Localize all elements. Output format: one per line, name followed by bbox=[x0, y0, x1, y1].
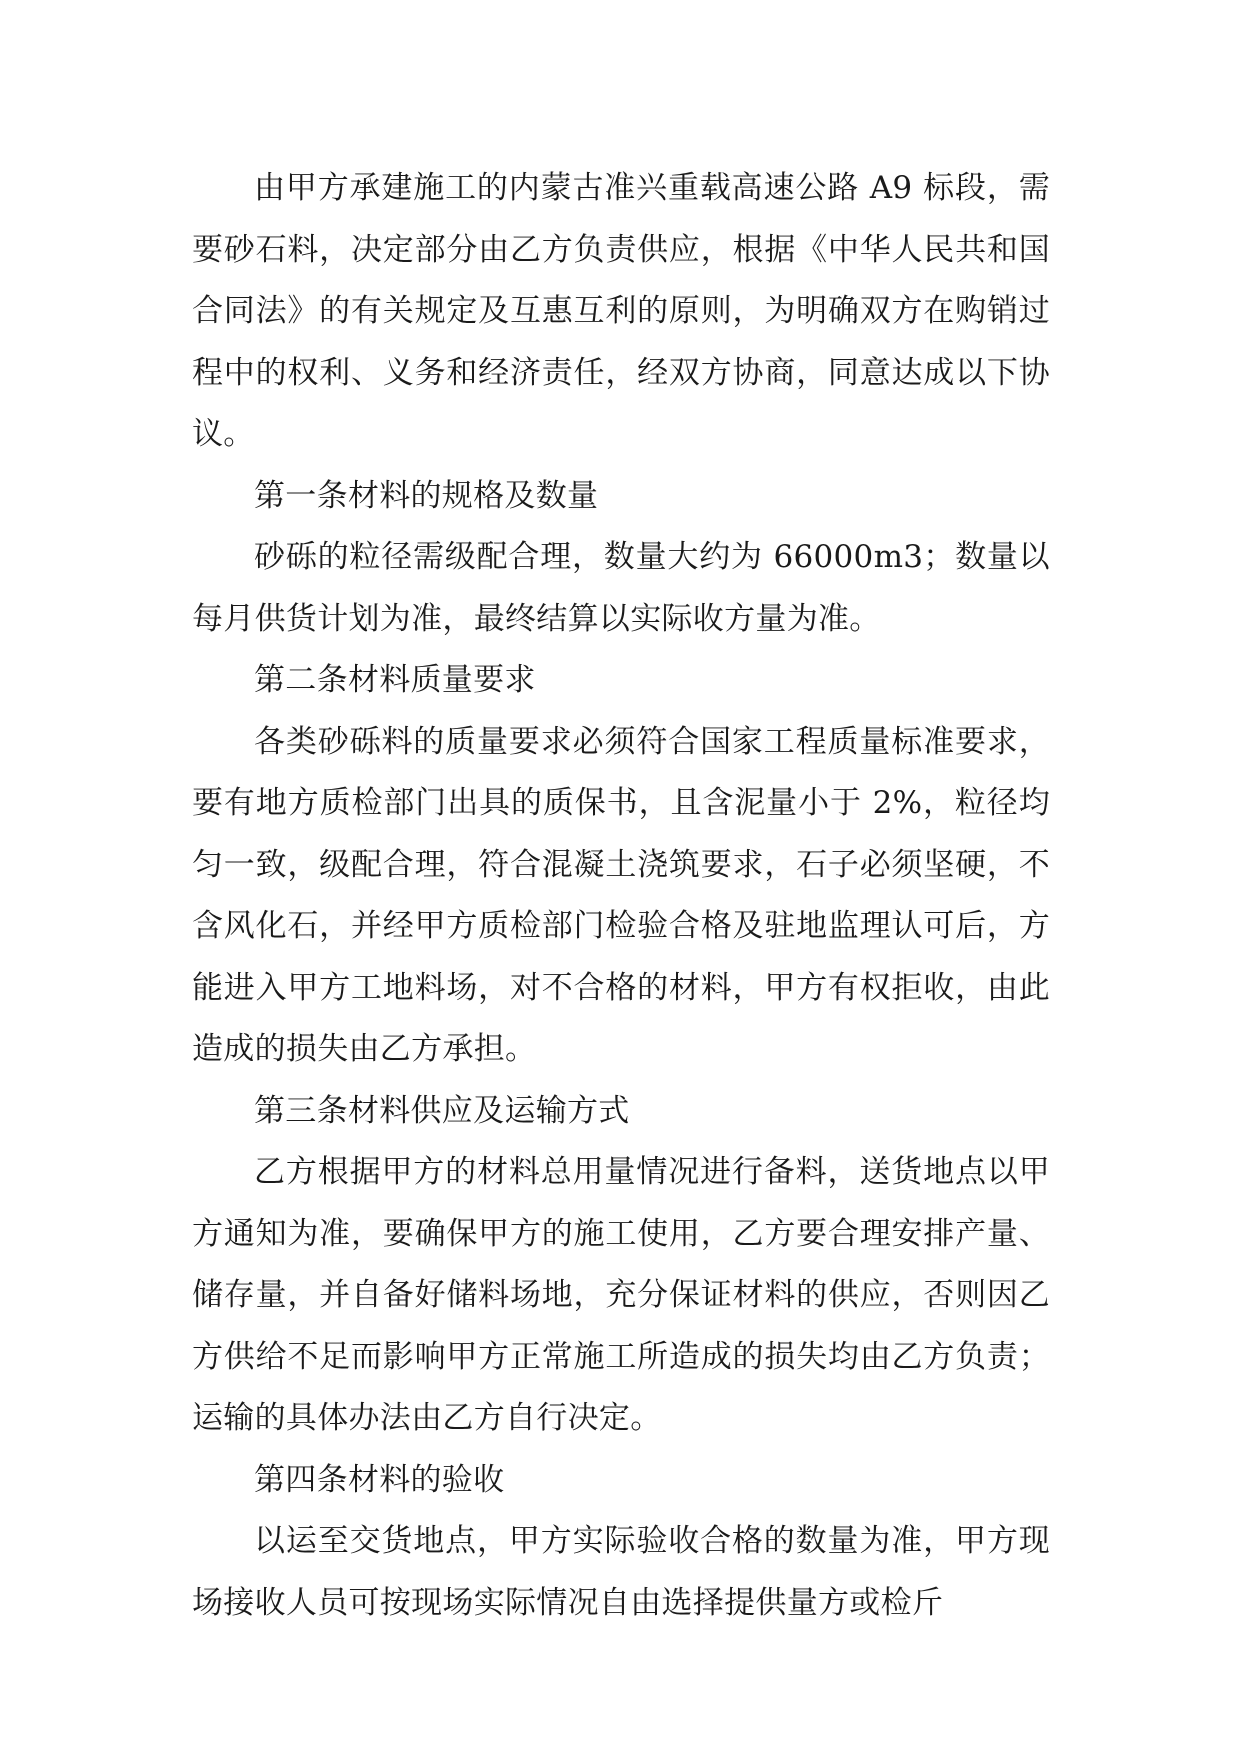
article-1-heading: 第一条材料的规格及数量 bbox=[254, 477, 599, 514]
article-4-heading: 第四条材料的验收 bbox=[254, 1461, 505, 1498]
article-1-paragraph: 砂砾的粒径需级配合理，数量大约为 66000m3；数量以每月供货计划为准，最终结算以实际收方量为准。 bbox=[192, 539, 1050, 637]
article-2-heading: 第二条材料质量要求 bbox=[254, 662, 536, 698]
article-3-heading: 第三条材料供应及运输方式 bbox=[254, 1092, 630, 1129]
document-body bbox=[192, 158, 1050, 1634]
article-3-paragraph: 乙方根据甲方的材料总用量情况进行备料，送货地点以甲方通知为准，要确保甲方的施工使用，乙方要合理安排产量、储存量，并自备好储料场地，充分保证材料的供应，否则因乙方供给不足而影响甲方正常施工所造成的损失均由乙方负责；运输的具体办法由乙方自行决定。 bbox=[192, 1154, 1050, 1436]
article-2-paragraph: 各类砂砾料的质量要求必须符合国家工程质量标准要求，要有地方质检部门出具的质保书，且含泥量小于 2%，粒径均匀一致，级配合理，符合混凝土浇筑要求，石子必须坚硬，不含风化石，并经甲方质检部门检验合格及驻地监理认可后，方能进入甲方工地料场，对不合格的材料，甲方有权拒收，由此造成的损失由乙方承担。 bbox=[192, 723, 1050, 1067]
article-4-paragraph: 以运至交货地点，甲方实际验收合格的数量为准，甲方现场接收人员可按现场实际情况自由选择提供量方或检斤 bbox=[192, 1523, 1050, 1621]
intro-paragraph: 由甲方承建施工的内蒙古准兴重载高速公路 A9 标段，需要砂石料，决定部分由乙方负责供应，根据《中华人民共和国合同法》的有关规定及互惠互利的原则，为明确双方在购销过程中的权利、义务和经济责任，经双方协商，同意达成以下协议。 bbox=[192, 170, 1050, 452]
